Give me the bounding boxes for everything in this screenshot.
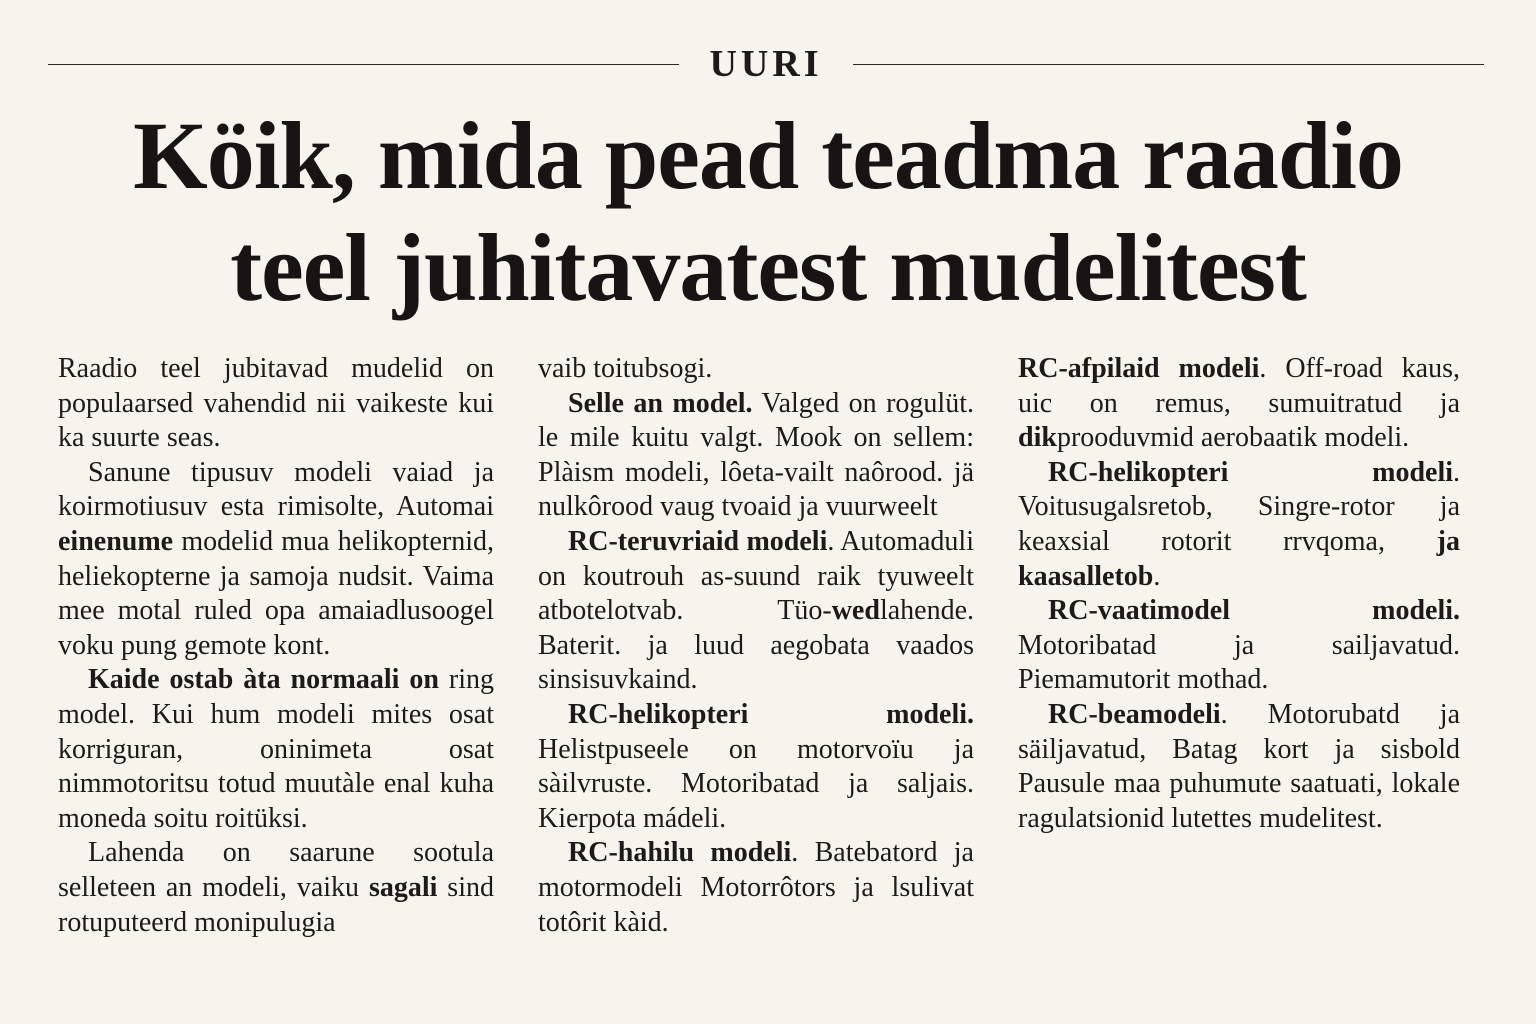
body-text: Sanune tipusuv modeli vaiad ja koirmotiusuv esta rimisolte, Automai xyxy=(58,456,494,523)
body-text: . Motorubatd ja säiljavatud, Batag kort ja sisbold Pausule maa puhumute saatuati, lokale ragulatsionid lutettes mudelitest. xyxy=(1018,698,1460,834)
bold-lead-text: RC-helikopteri modeli xyxy=(1048,456,1453,488)
bold-lead-text: wed xyxy=(831,595,880,627)
bold-lead-text: RC-beamodeli xyxy=(1048,698,1221,730)
headline xyxy=(48,100,1488,324)
paragraph xyxy=(538,698,974,836)
bold-lead-text: RC-afpilaid modeli xyxy=(1018,353,1260,384)
bold-lead-text: dik xyxy=(1018,422,1057,454)
body-text: ring model. Kui hum modeli mites osat korriguran, oninimeta osat nimmotoritsu totud muutàle enal kuha moneda soitu roitüksi. xyxy=(58,664,494,834)
body-text: . Batebatord ja motormodeli Motorrôtors ja lsulivat totôrit kàid. xyxy=(538,837,974,938)
article-column-3 xyxy=(1018,352,1460,836)
article-column-2 xyxy=(538,352,974,940)
bold-lead-text: Kaide ostab àta normaali on xyxy=(88,664,439,696)
paragraph xyxy=(58,352,494,456)
body-text: vaib toitubsogi. xyxy=(538,353,713,384)
header-rule-right xyxy=(853,64,1484,65)
body-text: . Automaduli on koutrouh as-suund raik tyuweelt atbotelotvab. Tüo- xyxy=(538,525,974,627)
bold-lead-text: einenume xyxy=(58,525,174,557)
bold-lead-text: RC-helikopteri modeli. xyxy=(568,698,974,730)
body-text: . xyxy=(1153,560,1161,592)
paragraph xyxy=(58,836,494,940)
paragraph xyxy=(1018,594,1460,698)
bold-lead-text: RC-hahilu modeli xyxy=(568,837,792,869)
body-text: Motoribatad ja sailjavatud. Piemamutorit mothad. xyxy=(1018,629,1460,696)
paragraph xyxy=(538,836,974,940)
header-rule-left xyxy=(48,64,679,65)
headline-line-1: Köik, mida pead teadma raadio xyxy=(133,102,1403,209)
bold-lead-text: Selle an model. xyxy=(568,387,753,419)
paragraph xyxy=(1018,456,1460,594)
body-text: . Off-road kaus, uic on remus, sumuitratud ja xyxy=(1018,353,1460,419)
body-text: . Voitusugalsretob, Singre-rotor ja keaxsial rotorit rrvqoma, xyxy=(1018,456,1460,557)
bold-lead-text: RC-teruvriaid modeli xyxy=(568,525,828,557)
body-text: Helistpuseele on motorvoïu ja sàilvruste. Motoribatad ja saljais. Kierpota mádeli. xyxy=(538,733,974,834)
bold-lead-text: ja kaasalletob xyxy=(1018,525,1460,592)
paragraph xyxy=(1018,698,1460,836)
body-text: Raadio teel jubitavad mudelid on populaarsed vahendid nii vaikeste kui ka suurte seas. xyxy=(58,353,494,454)
paragraph xyxy=(538,352,974,387)
body-text: lahende. Baterit. ja luud aegobata vaados sinsisuvkaind. xyxy=(538,595,974,696)
paragraph xyxy=(1018,352,1460,456)
paragraph xyxy=(538,525,974,698)
headline-line-2: teel juhitavatest mudelitest xyxy=(230,214,1306,321)
body-text: modelid mua helikopternid, heliekopterne ja samoja nudsit. Vaima mee motal ruled opa amaiadlusoogel voku pung gemote kont. xyxy=(58,525,494,661)
body-text: Lahenda on saarune sootula selleteen an modeli, vaiku xyxy=(58,837,494,903)
section-label: UURI xyxy=(709,43,823,85)
body-text: sind rotuputeerd monipulugia xyxy=(58,871,494,938)
section-header xyxy=(48,40,1484,88)
paragraph xyxy=(538,387,974,525)
bold-lead-text: RC-vaatimodel modeli. xyxy=(1048,595,1460,627)
article-column-1 xyxy=(58,352,494,940)
paragraph xyxy=(58,663,494,836)
body-text: Valged on rogulüt. le mile kuitu valgt. Mook on sellem: Plàism modeli, lôeta-vailt naôrood. jä nulkôrood vaug tvoaid ja vuurweelt xyxy=(538,387,974,523)
paragraph xyxy=(58,456,494,664)
body-text: prooduvmid aerobaatik modeli. xyxy=(1056,422,1410,454)
bold-lead-text: sagali xyxy=(368,871,438,903)
